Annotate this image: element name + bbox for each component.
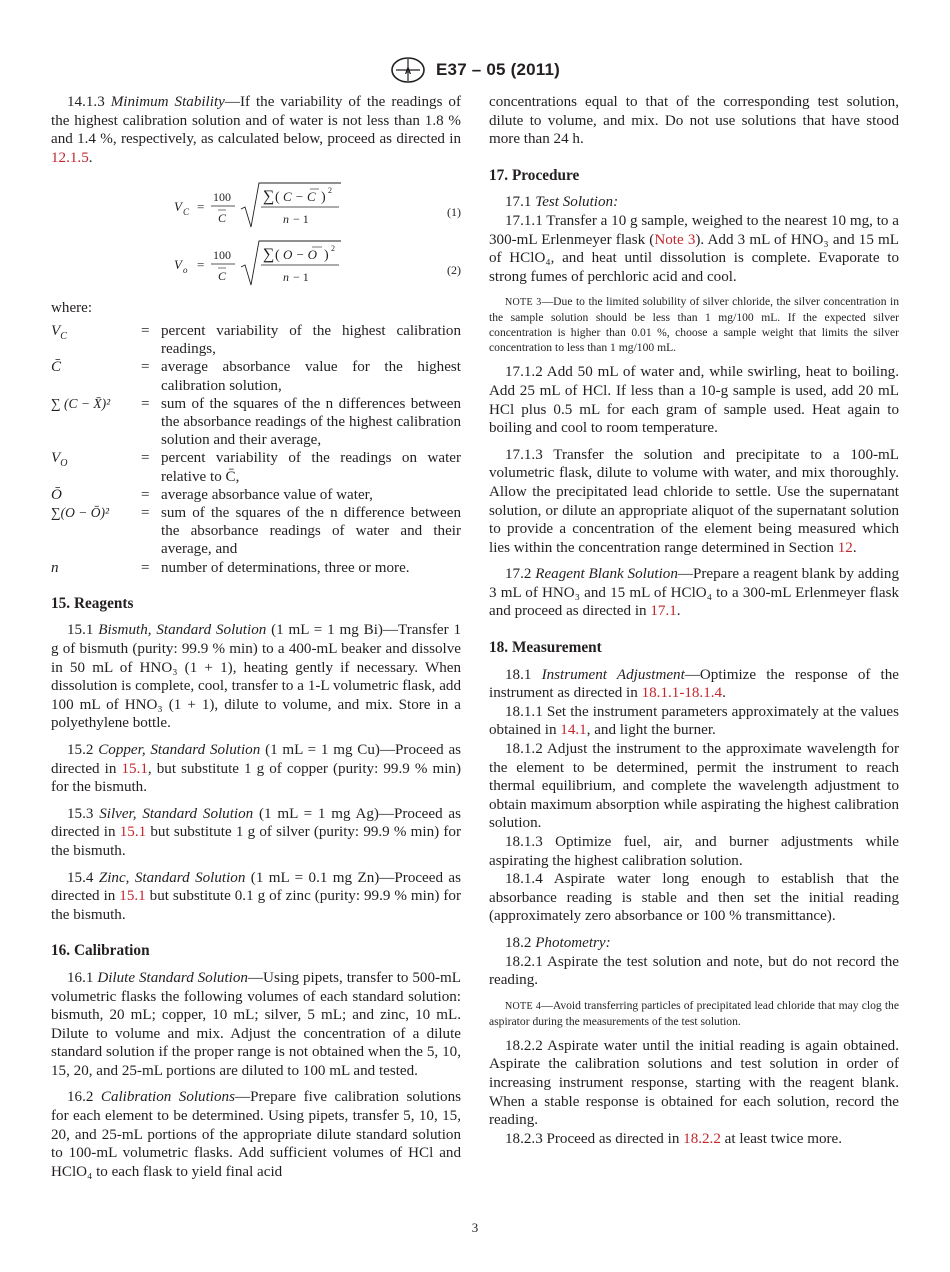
where-definition: percent variability of the readings on water relative to C̄, — [161, 450, 461, 485]
paragraph-17-1-2: 17.1.2 Add 50 mL of water and, while swirling, heat to boiling. Add 25 mL of HCl. If less than a 10-g sample is used, add 20 mL HCl plus 0.5 mL for each gram of sample used. Heat again to boiling and cool to room temperature. — [489, 364, 899, 437]
link-15-1[interactable]: 15.1 — [121, 760, 148, 777]
svg-text:o: o — [183, 265, 188, 276]
paragraph-17-1-3: 17.1.3 Transfer the solution and precipitate to a 100-mL volumetric flask, dilute to volume with water, and mix thoroughly. Allow the precipitated lead chloride to settle. Use the supernatant solution, or dilute an appropriate aliquot of the supernatant solution to provide a concentration of the element being measured which lies within the concentration range determined in Section 12. — [489, 446, 899, 556]
paragraph-18-2-2: 18.2.2 Aspirate water until the initial reading is again obtained. Aspirate the calibration solutions and test solution in order of increasing instrument response, starting with the reagent blank. When a stable response is obtained for each solution, record the reading. — [489, 1037, 899, 1129]
section-heading-18: 18. Measurement — [489, 639, 602, 657]
svg-text:=: = — [197, 199, 205, 215]
svg-text:2: 2 — [328, 186, 332, 196]
paragraph-17-1: 17.1 Test Solution: — [505, 194, 619, 211]
paragraph-15-4: 15.4 Zinc, Standard Solution (1 mL = 0.1 mg Zn)—Proceed as directed in 15.1 but substitute 0.1 g of zinc (purity: 99.9 % min) for the bismuth. — [51, 869, 461, 923]
paragraph-16-1: 16.1 Dilute Standard Solution—Using pipets, transfer to 500-mL volumetric flasks the following volumes of each standard solution: bismuth, 20 mL; copper, 10 mL; silver, 5 mL; and zinc, 10 mL. Dilute to volume and mix. Adjust the concentration of a dilute standard solution if the proper range is not obtained when the 5, 10, 15, 20, and 25-mL portions are diluted to 100 mL and tested. — [51, 969, 461, 1079]
link-15-1[interactable]: 15.1 — [119, 824, 147, 841]
paragraph-15-1: 15.1 Bismuth, Standard Solution (1 mL = 1 mg Bi)—Transfer 1 g of bismuth (purity: 99.9 % min) to a 400-mL beaker and dissolve in 50 mL of HNO₃ (1 + 1), heating gently if necessary. When dissolution is complete, cool, transfer to a 1-L volumetric flask, add 100 mL of HNO₃ (1 + 1), dilute to volume, and mix. Store in a polyethylene bottle. — [51, 622, 461, 732]
paragraph-18-1: 18.1 Instrument Adjustment—Optimize the response of the instrument as directed in 18.1.1-18.1.4. — [489, 666, 899, 702]
section-heading-15: 15. Reagents — [51, 594, 134, 612]
where-symbol: ∑ (C − X̄)² — [51, 395, 111, 411]
where-definition: number of determinations, three or more. — [161, 559, 410, 576]
paragraph-16-2: 16.2 Calibration Solutions—Prepare five calibration solutions for each element to be determined. Using pipets, transfer 5, 10, 15, 20, and 25-mL portions of the appropriate dilute standard solution to 100-mL volumetric flasks. Add sufficient volumes of HCl and HClO₄ to each flask to yield final acid — [51, 1089, 462, 1180]
svg-text:(: ( — [275, 190, 280, 206]
equation-number: (2) — [447, 263, 461, 278]
svg-text:C: C — [218, 211, 227, 226]
document-designation: E37 – 05 (2011) — [436, 60, 560, 79]
svg-text:∑: ∑ — [263, 246, 275, 264]
equation-1 — [51, 179, 461, 237]
svg-text:2: 2 — [331, 244, 335, 254]
page-header — [0, 56, 950, 84]
equation-2 — [51, 237, 461, 295]
paragraph-15-2: 15.2 Copper, Standard Solution (1 mL = 1 mg Cu)—Proceed as directed in 15.1, but substitute 1 g of copper (purity: 99.9 % min) for the bismuth. — [51, 741, 462, 796]
paragraph-16-2-continued: concentrations equal to that of the corresponding test solution, dilute to volume, and mix. Do not use solutions that have stood more than 24 h. — [489, 94, 899, 148]
paragraph-18-2-1: 18.2.1 Aspirate the test solution and note, but do not record the reading. — [489, 953, 899, 989]
where-definition: percent variability of the highest calibration readings, — [161, 322, 461, 358]
equation-number: (1) — [447, 205, 461, 220]
paragraph-18-2: 18.2 Photometry: — [505, 934, 611, 951]
where-symbol: Ō — [51, 486, 62, 503]
paragraph-17-1-1: 17.1.1 Transfer a 10 g sample, weighed to the nearest 10 mg, to a 300-mL Erlenmeyer flask (Note 3). Add 3 mL of HNO₃ and 15 mL of HClO₄, and heat until dissolution is complete. Evaporate to strong fumes of perchloric acid and cool. — [489, 212, 899, 285]
where-definition: average absorbance value of water, — [161, 486, 373, 503]
paragraph-17-2: 17.2 Reagent Blank Solution—Prepare a reagent blank by adding 3 mL of HNO₃ and 15 mL of HClO₄ to a 300-mL Erlenmeyer flask and proceed as directed in 17.1. — [489, 566, 899, 620]
svg-text:− 1: − 1 — [293, 212, 309, 227]
note-3: NOTE 3—Due to the limited solubility of silver chloride, the silver concentration in the sample solution should be less than 1 mg/100 mL. If the expected silver concentration is higher than 0.01 %, choose a sample weight that limits the silver concentration to less than 1 mg/100 mL. — [489, 295, 899, 355]
svg-text:=: = — [197, 257, 205, 273]
link-18-1-1-18-1-4[interactable]: 18.1.1-18.1.4 — [641, 685, 723, 702]
link-section-12[interactable]: 12 — [837, 539, 853, 556]
svg-text:(: ( — [275, 248, 280, 264]
svg-text:100: 100 — [213, 248, 231, 263]
page-number: 3 — [471, 1220, 479, 1235]
svg-text:): ) — [324, 248, 329, 264]
svg-text:A: A — [404, 66, 412, 76]
link-12-1-5[interactable]: 12.1.5 — [51, 149, 89, 166]
where-definition: sum of the squares of the n difference between the absorbance readings of water and their average, and — [161, 505, 461, 558]
svg-text:− 1: − 1 — [293, 270, 309, 285]
note-4: NOTE 4—Avoid transferring particles of precipitated lead chloride that may clog the aspirator during the measurements of the test solution. — [489, 998, 899, 1028]
svg-text:100: 100 — [213, 190, 231, 205]
link-17-1[interactable]: 17.1 — [650, 603, 677, 620]
svg-text:V: V — [174, 257, 182, 273]
where-symbol: $V_C$ — [51, 322, 67, 342]
svg-text:C − C: C − C — [283, 189, 316, 205]
left-column — [51, 93, 461, 1181]
svg-text:C: C — [218, 269, 227, 284]
svg-text:): ) — [321, 190, 326, 206]
svg-text:n: n — [283, 212, 289, 227]
link-15-1[interactable]: 15.1 — [119, 888, 146, 905]
where-symbol: n — [51, 559, 59, 576]
link-note-3[interactable]: Note 3 — [654, 231, 696, 248]
link-18-2-2[interactable]: 18.2.2 — [683, 1130, 721, 1147]
where-symbol: ∑(O − Ō)² — [51, 505, 110, 520]
paragraph-18-1-1: 18.1.1 Set the instrument parameters approximately at the values obtained in 14.1, and light the burner. — [489, 703, 899, 739]
where-definition: sum of the squares of the n differences between the absorbance readings of the highest calibration solution and their average, — [161, 395, 461, 449]
svg-text:O − O: O − O — [283, 247, 318, 263]
paragraph-18-2-3: 18.2.3 Proceed as directed in 18.2.2 at least twice more. — [505, 1130, 842, 1147]
paragraph-15-3: 15.3 Silver, Standard Solution (1 mL = 1 mg Ag)—Proceed as directed in 15.1 but substitute 1 g of silver (purity: 99.9 % min) for the bismuth. — [51, 805, 461, 859]
paragraph-18-1-3: 18.1.3 Optimize fuel, air, and burner adjustments while aspirating the highest calibration solution. — [489, 834, 899, 869]
where-symbol: $V_O$ — [51, 450, 68, 470]
where-symbol: C̄ — [51, 359, 62, 376]
paragraph-14-1-3: 14.1.3 Minimum Stability—If the variability of the readings of the highest calibration solution and of water is not less than 1.8 % and 1.4 %, respectively, as calculated below, proceed as directed in 12.1.5. — [51, 94, 461, 166]
astm-logo-icon — [390, 56, 426, 84]
variable-definitions: $V_C$ = percent variability of the highest calibration readings, C̄ = average absorbance value for the highest calibration solution, ∑ (C − X̄)² = sum of the squares of the n differences between the absorbance readings of the highest calibration solution and their average, $V_O$ = percent variability of the readings on water relative to C̄, Ō = average absorbance value of water, ∑(O − Ō)² = sum of the squares of the n difference between the absorbance readings of water and their average, and n = number of determinations, three or more. — [51, 322, 461, 576]
section-heading-16: 16. Calibration — [51, 942, 150, 960]
paragraph-18-1-4: 18.1.4 Aspirate water long enough to establish that the absorbance reading is stable and then set the initial reading (approximately zero absorbance or 100 % transmittance). — [489, 871, 899, 925]
right-column — [489, 93, 899, 1148]
paragraph-18-1-2: 18.1.2 Adjust the instrument to the approximate wavelength for the element to be determined, permit the instrument to reach thermal equilibrium, and complete the wavelength adjustment to obtain maximum absorption while aspirating the highest calibration solution. — [489, 741, 899, 832]
where-definition: average absorbance value for the highest calibration solution, — [161, 359, 461, 394]
link-14-1[interactable]: 14.1 — [560, 722, 587, 739]
where-label: where: — [51, 300, 93, 317]
section-heading-17: 17. Procedure — [489, 166, 580, 184]
svg-text:∑: ∑ — [263, 188, 275, 206]
svg-text:n: n — [283, 270, 289, 285]
svg-text:C: C — [183, 207, 190, 218]
svg-text:V: V — [174, 199, 182, 215]
